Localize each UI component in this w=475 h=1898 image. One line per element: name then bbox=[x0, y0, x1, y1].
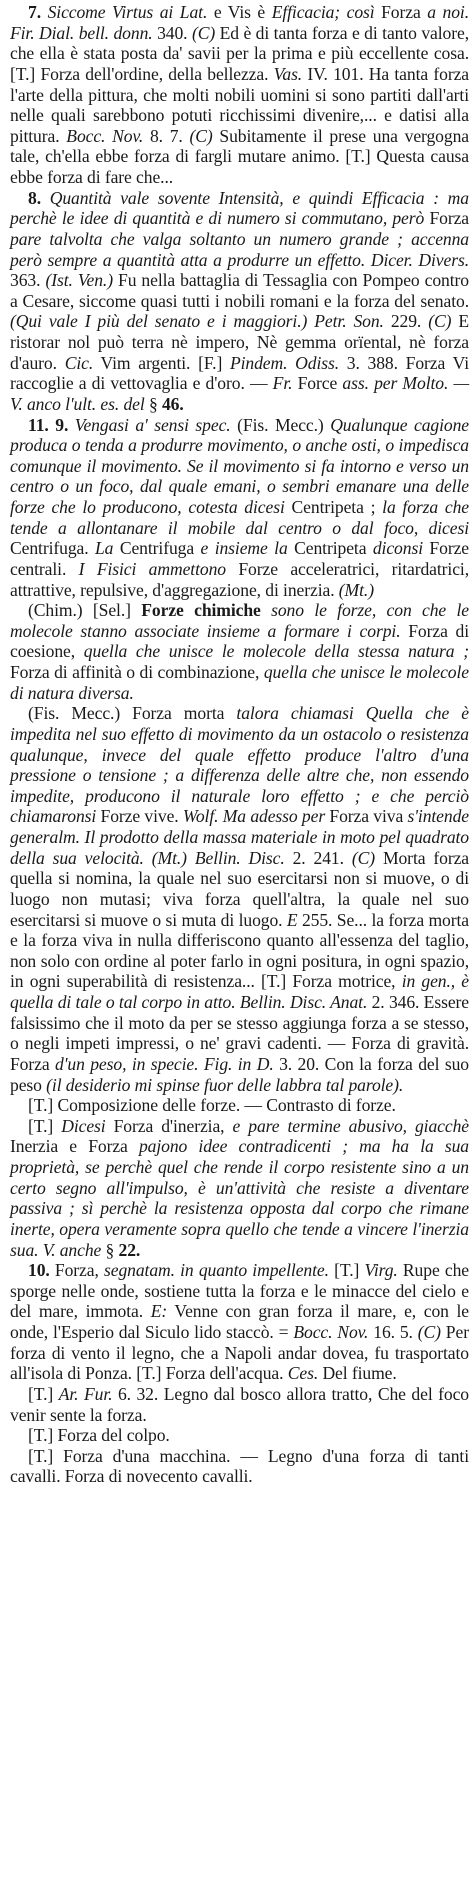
italic-run: Ces. bbox=[287, 1363, 319, 1384]
italic-run: quella che unisce le molecole della stessa natura ; bbox=[83, 641, 469, 662]
italic-run: E bbox=[286, 909, 298, 930]
italic-run: E: bbox=[150, 1301, 168, 1322]
bold-run: 11. 9. bbox=[28, 414, 69, 435]
italic-run: Bocc. Nov. bbox=[293, 1322, 369, 1342]
bold-run: 7. bbox=[28, 2, 41, 22]
italic-run: Bellin. Disc. Anat. bbox=[239, 992, 368, 1012]
italic-run: Dicer. Divers. bbox=[370, 249, 469, 270]
italic-run: diconsi bbox=[372, 538, 423, 559]
italic-run: e insieme la bbox=[200, 538, 288, 559]
italic-run: Siccome Virtus ai Lat. bbox=[47, 2, 208, 22]
entry-paragraph: 7. Siccome Virtus ai Lat. e Vis è Efficacia; così Forza a noi. Fir. Dial. bell. donn. 340. (C) Ed è di tanta forza e di tanto valore, che ella è stata posta da' savii per la prima e più eccellente cosa. [T.] Forza dell'ordine, della bellezza. Vas. IV. 101. Ha tanta forza l'arte della pittura, che molti nobili uomini si sono partiti dall'arti nelle quali sarebbono potuti ricchissimi divenire,... e datisi alla pittura. Bocc. Nov. 8. 7. (C) Subitamente il prese una vergogna tale, ch'ella ebbe forza di fargli mutare animo. [T.] Questa causa ebbe forza di fare che... bbox=[10, 2, 470, 187]
italic-run: Quantità vale sovente Intensità, e quindi Efficacia : ma perchè le idee di quantità e di numero si commutano, però bbox=[10, 187, 469, 229]
bold-run: 8. bbox=[28, 187, 41, 208]
italic-run: (il desiderio mi spinse fuor delle labbra tal parole). bbox=[46, 1074, 404, 1095]
italic-run: Vengasi a' sensi spec. bbox=[74, 414, 231, 435]
italic-run: (Qui vale I più del senato e i maggiori.) bbox=[10, 311, 308, 332]
italic-run: (C) bbox=[417, 1322, 441, 1342]
italic-run: (Ist. Ven.) bbox=[45, 270, 113, 291]
entry-paragraph: [T.] Ar. Fur. 6. 32. Legno dal bosco allora tratto, Che del foco venir sente la forza. bbox=[10, 1383, 469, 1425]
italic-run: s'intende generalm. Il prodotto della massa materiale in moto pel quadrato della sua velocità. (Mt.) bbox=[10, 806, 469, 868]
italic-run: (C) bbox=[428, 311, 452, 332]
italic-run: Qualunque cagione produca o tenda a produrre movimento, o anche osti, o impedisca comunque il movimento. Se il movimento si fa intorno e verso un centro o un foco, dal quale emani, o sembri emanare una delle forze che lo producono, cotesta dicesi bbox=[10, 414, 470, 517]
italic-run: Bocc. Nov. bbox=[66, 125, 144, 146]
italic-run: in gen., è quella di tale o tal corpo in atto. bbox=[10, 971, 469, 1012]
bold-run: Forze chimiche bbox=[141, 600, 261, 621]
bold-run: 10. bbox=[28, 1260, 50, 1281]
entry-paragraph: (Fis. Mecc.) Forza morta talora chiamasi Quella che è impedita nel suo effetto di movimento da un ostacolo o resistenza qualunque, invece del quale effetto produce l'altro d'una pressione o tensione ; a differenza delle altre che, non essendo impedite, producono il naturale loro effetto ; e che perciò chiamaronsi Forze vive. Wolf. Ma adesso per Forza viva s'intende generalm. Il prodotto della massa materiale in moto pel quadrato della sua velocità. (Mt.) Bellin. Disc. 2. 241. (C) Morta forza quella si nomina, la quale nel suo esercitarsi non si muove, o di luogo non mutasi; viva forza quell'altra, la quale nel suo esercitarsi si muove o si muta di luogo. E 255. Se... la forza morta e la forza viva in nulla differiscono quanto all'essenza del taglio, non solo con ordine al poter farlo in ogni positura, in ogni spazio, in ogni superabilità di resistenza... [T.] Forza motrice, in gen., è quella di tale o tal corpo in atto. Bellin. Disc. Anat. 2. 346. Essere falsissimo che il moto da per se stesso aggiunga forza a se stesso, o negli impeti impressi, o ne' gravi cadenti. — Forza di gravità. Forza d'un peso, in specie. Fig. in D. 3. 20. Con la forza del suo peso (il desiderio mi spinse fuor delle labbra tal parole). bbox=[10, 703, 470, 1095]
italic-run: e pare termine abusivo, giacchè bbox=[232, 1115, 469, 1136]
italic-run: talora chiamasi Quella che è impedita nel suo effetto di movimento da un ostacolo o resistenza qualunque, invece del quale effetto produce l'altro d'una pressione o tensione ; a differenza delle altre che, non essendo impedite, producono il naturale loro effetto ; e che perciò chiamaronsi bbox=[10, 703, 469, 827]
italic-run: Petr. Son. bbox=[314, 311, 384, 332]
italic-run: Wolf. Ma adesso per bbox=[182, 806, 326, 827]
entry-paragraph: 11. 9. Vengasi a' sensi spec. (Fis. Mecc.) Qualunque cagione produca o tenda a produrre movimento, o anche osti, o impedisca comunque il movimento. Se il movimento si fa intorno e verso un centro o un foco, dal quale emani, o sembri emanare una delle forze che lo producono, cotesta dicesi Centripeta ; la forza che tende a allontanare il mobile dal centro o dal foco, dicesi Centrifuga. La Centrifuga e insieme la Centripeta diconsi Forze centrali. I Fisici ammettono Forze acceleratrici, ritardatrici, attrattive, repulsive, d'aggregazione, di inerzia. (Mt.) bbox=[10, 414, 470, 600]
italic-run: I Fisici ammettono bbox=[78, 558, 226, 579]
bold-run: 22. bbox=[118, 1239, 141, 1260]
italic-run: (C) bbox=[189, 125, 213, 146]
italic-run: Cic. bbox=[64, 352, 94, 373]
entry-paragraph: (Chim.) [Sel.] Forze chimiche sono le forze, con che le molecole stanno associate insieme a formare i corpi. Forza di coesione, quella che unisce le molecole della stessa natura ; Forza di affinità o di combinazione, quella che unisce le molecole di natura diversa. bbox=[10, 600, 469, 703]
italic-run: (Mt.) bbox=[338, 579, 374, 600]
bold-run: 46. bbox=[161, 393, 184, 414]
entry-paragraph: [T.] Forza del colpo. bbox=[28, 1425, 170, 1446]
italic-run: Efficacia; così bbox=[271, 2, 375, 22]
italic-run: sono le forze, con che le molecole stanno associate insieme a formare i corpi. bbox=[10, 600, 469, 641]
italic-run: Ar. Fur. bbox=[58, 1383, 113, 1404]
italic-run: Virg. bbox=[364, 1260, 398, 1281]
italic-run: segnatam. in quanto impellente. bbox=[103, 1260, 329, 1281]
italic-run: pajono idee contradicenti ; ma ha la sua proprietà, se perchè quel che rende il corpo resistente sino a un certo segno all'impulso, è un'attività che resiste a diventare passiva ; sì perchè la resistenza opposta dal corpo che rimane inerte, opera veramente sopra quello che tende a vincere l'inerzia sua. V. anche bbox=[10, 1136, 469, 1260]
italic-run: La bbox=[95, 538, 114, 559]
italic-run: a noi. Fir. Dial. bell. donn. bbox=[10, 2, 469, 43]
italic-run: d'un peso, in specie. Fig. in D. bbox=[55, 1053, 274, 1074]
entry-paragraph: [T.] Composizione delle forze. — Contrasto di forze. bbox=[28, 1095, 396, 1116]
italic-run: pare talvolta che valga soltanto un numero grande ; accenna però sempre a quantità atta a produrre un effetto. bbox=[10, 228, 469, 270]
italic-run: (C) bbox=[351, 847, 376, 868]
italic-run: la forza che tende a allontanare il mobile dal centro o dal foco, dicesi bbox=[10, 497, 469, 538]
entry-paragraph: 10. Forza, segnatam. in quanto impellente. [T.] Virg. Rupe che sporge nelle onde, sostiene tutta la forza e le minacce del cielo e del mare, immota. E: Venne con gran forza il mare, e, con le onde, l'Esperio dal Siculo lido staccò. = Bocc. Nov. 16. 5. (C) Per forza di vento il legno, che a Napoli andar dovea, fu trasportato all'isola di Ponza. [T.] Forza dell'acqua. Ces. Del fiume. bbox=[10, 1260, 469, 1384]
italic-run: ass. per Molto. — V. anco l'ult. es. del bbox=[10, 373, 470, 414]
italic-run: Dicesi bbox=[61, 1115, 106, 1136]
italic-run: Vas. bbox=[273, 63, 303, 84]
entry-paragraph: [T.] Dicesi Forza d'inerzia, e pare termine abusivo, giacchè Inerzia e Forza pajono idee contradicenti ; ma ha la sua proprietà, se perchè quel che rende il corpo resistente sino a un certo segno all'impulso, è un'attività che resiste a diventare passiva ; sì perchè la resistenza opposta dal corpo che rimane inerte, opera veramente sopra quello che tende a vincere l'inerzia sua. V. anche § 22. bbox=[10, 1115, 469, 1260]
italic-run: quella che unisce le molecole di natura diversa. bbox=[10, 662, 469, 703]
entry-paragraph: [T.] Forza d'una macchina. — Legno d'una forza di tanti cavalli. Forza di novecento cavalli. bbox=[10, 1445, 469, 1487]
italic-run: Fr. bbox=[272, 373, 293, 394]
italic-run: Pindem. Odiss. bbox=[229, 352, 340, 373]
italic-run: Bellin. Disc. bbox=[194, 847, 285, 868]
entry-paragraph: 8. Quantità vale sovente Intensità, e quindi Efficacia : ma perchè le idee di quantità e di numero si commutano, però Forza pare talvolta che valga soltanto un numero grande ; accenna però sempre a quantità atta a produrre un effetto. Dicer. Divers. 363. (Ist. Ven.) Fu nella battaglia di Tessaglia con Pompeo contro a Cesare, siccome quasi tutti i nobili romani e la forza del senato. (Qui vale I più del senato e i maggiori.) Petr. Son. 229. (C) E ristorar nol può terra nè impero, Nè gemma orïental, nè forza d'auro. Cic. Vim argenti. [F.] Pindem. Odiss. 3. 388. Forza Vi raccoglie a di vettovaglia e d'oro. — Fr. Force ass. per Molto. — V. anco l'ult. es. del § 46. bbox=[10, 187, 470, 414]
italic-run: (C) bbox=[191, 22, 216, 43]
